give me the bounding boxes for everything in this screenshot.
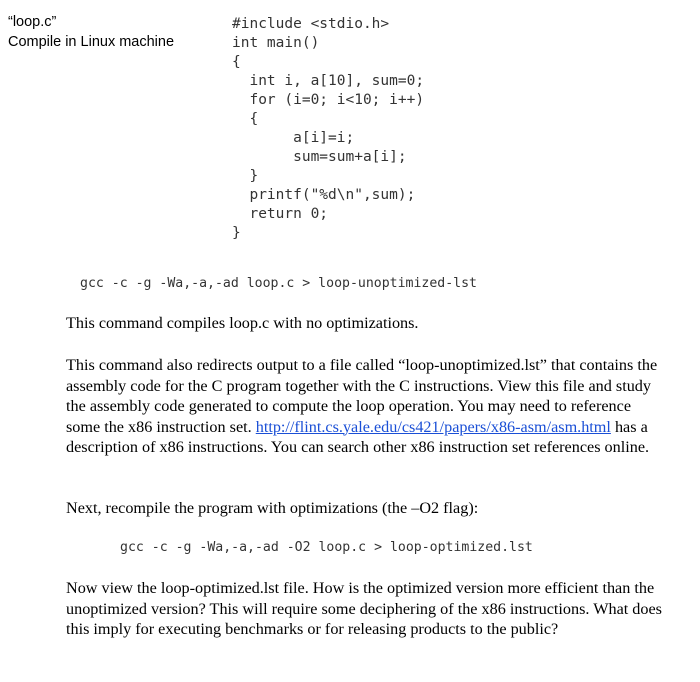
code-line: sum=sum+a[i]; [232, 149, 407, 165]
paragraph-questions: Now view the loop-optimized.lst file. How is the optimized version more efficient than the unoptimized version? This will require some deciphering of the x86 instructions. What does this imply for executing benchmarks or for releasing products to the public? [66, 579, 662, 638]
paragraph-redirect-tail: has a description of x86 instructions. You can search other x86 instruction set references online. [66, 417, 650, 456]
code-line: a[i]=i; [232, 130, 355, 146]
file-label-block [8, 12, 174, 52]
code-line: { [232, 111, 259, 127]
code-line: for (i=0; i<10; i++) [232, 92, 425, 108]
command-unoptimized: gcc -c -g -Wa,-a,-ad loop.c > loop-unoptimized-lst [80, 276, 477, 291]
code-line: int i, a[10], sum=0; [232, 73, 425, 89]
filename-label: “loop.c” [8, 14, 57, 30]
code-line: } [232, 225, 241, 241]
code-line: { [232, 54, 241, 70]
compile-note: Compile in Linux machine [8, 34, 175, 50]
paragraph-redirect-text: This command also redirects output to a file called “loop-unoptimized.lst” that contains the assembly code for the C program together with the C instructions. View this file and study the assembly code generated to compute the loop operation. You may need to reference some the x86 instruction set. [66, 356, 658, 436]
code-line: #include <stdio.h> [232, 16, 390, 32]
x86-reference-link[interactable]: http://flint.cs.yale.edu/cs421/papers/x86-asm/asm.html [255, 417, 611, 436]
paragraph-recompile: Next, recompile the program with optimizations (the –O2 flag): [66, 499, 479, 517]
command-optimized: gcc -c -g -Wa,-a,-ad -O2 loop.c > loop-optimized.lst [120, 540, 533, 555]
code-line: printf("%d\n",sum); [232, 187, 416, 203]
code-line: int main() [232, 35, 320, 51]
code-line: return 0; [232, 206, 329, 222]
paragraph-compiles: This command compiles loop.c with no optimizations. [66, 314, 419, 332]
code-line: } [232, 168, 259, 184]
paragraph-redirect [66, 355, 666, 458]
code-listing [232, 15, 424, 243]
